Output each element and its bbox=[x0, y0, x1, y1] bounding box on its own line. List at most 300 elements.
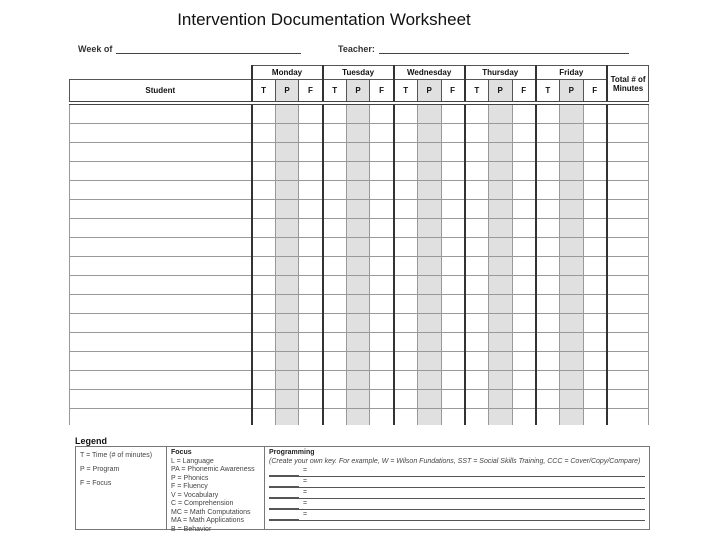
entry-cell[interactable] bbox=[583, 276, 607, 295]
entry-cell[interactable] bbox=[465, 314, 489, 333]
entry-cell[interactable] bbox=[417, 200, 441, 219]
entry-cell[interactable] bbox=[417, 295, 441, 314]
entry-cell[interactable] bbox=[512, 181, 536, 200]
total-cell[interactable] bbox=[607, 162, 649, 181]
entry-cell[interactable] bbox=[559, 238, 583, 257]
entry-cell[interactable] bbox=[559, 103, 583, 124]
entry-cell[interactable] bbox=[512, 314, 536, 333]
entry-cell[interactable] bbox=[536, 143, 560, 162]
entry-cell[interactable] bbox=[559, 162, 583, 181]
legend-box bbox=[75, 446, 650, 533]
entry-cell[interactable] bbox=[370, 219, 394, 238]
entry-cell[interactable] bbox=[465, 219, 489, 238]
entry-cell[interactable] bbox=[559, 333, 583, 352]
entry-cell[interactable] bbox=[488, 238, 512, 257]
entry-cell[interactable] bbox=[394, 124, 418, 143]
entry-cell[interactable] bbox=[394, 352, 418, 371]
entry-cell[interactable] bbox=[275, 200, 299, 219]
entry-cell[interactable] bbox=[275, 143, 299, 162]
entry-cell[interactable] bbox=[417, 181, 441, 200]
entry-cell[interactable] bbox=[323, 219, 347, 238]
entry-cell[interactable] bbox=[275, 352, 299, 371]
entry-cell[interactable] bbox=[275, 390, 299, 409]
table-row bbox=[70, 124, 649, 143]
entry-cell[interactable] bbox=[252, 124, 276, 143]
entry-cell[interactable] bbox=[346, 333, 370, 352]
student-cell[interactable] bbox=[70, 371, 252, 390]
entry-cell[interactable] bbox=[299, 314, 323, 333]
entry-cell[interactable] bbox=[536, 219, 560, 238]
total-cell[interactable] bbox=[607, 200, 649, 219]
entry-cell[interactable] bbox=[536, 352, 560, 371]
entry-cell[interactable] bbox=[252, 238, 276, 257]
entry-cell[interactable] bbox=[417, 103, 441, 124]
entry-cell[interactable] bbox=[346, 181, 370, 200]
entry-cell[interactable] bbox=[441, 103, 465, 124]
entry-cell[interactable] bbox=[323, 390, 347, 409]
entry-cell[interactable] bbox=[512, 219, 536, 238]
entry-cell[interactable] bbox=[252, 371, 276, 390]
entry-cell[interactable] bbox=[536, 257, 560, 276]
total-cell[interactable] bbox=[607, 295, 649, 314]
entry-cell[interactable] bbox=[370, 124, 394, 143]
entry-cell[interactable] bbox=[370, 333, 394, 352]
day-header: Wednesday bbox=[394, 66, 465, 80]
entry-cell[interactable] bbox=[323, 200, 347, 219]
student-cell[interactable] bbox=[70, 181, 252, 200]
entry-cell[interactable] bbox=[346, 219, 370, 238]
total-cell[interactable] bbox=[607, 390, 649, 409]
entry-cell[interactable] bbox=[252, 333, 276, 352]
entry-cell[interactable] bbox=[323, 143, 347, 162]
entry-cell[interactable] bbox=[252, 200, 276, 219]
entry-cell[interactable] bbox=[299, 162, 323, 181]
entry-cell[interactable] bbox=[299, 238, 323, 257]
subcolumn-header: P bbox=[346, 80, 370, 104]
entry-cell[interactable] bbox=[583, 219, 607, 238]
entry-cell[interactable] bbox=[536, 238, 560, 257]
entry-cell[interactable] bbox=[441, 352, 465, 371]
entry-cell[interactable] bbox=[299, 333, 323, 352]
entry-cell[interactable] bbox=[346, 124, 370, 143]
entry-cell[interactable] bbox=[370, 352, 394, 371]
entry-cell[interactable] bbox=[559, 352, 583, 371]
entry-cell[interactable] bbox=[465, 162, 489, 181]
focus-item: F = Fluency bbox=[171, 483, 208, 490]
total-cell[interactable] bbox=[607, 257, 649, 276]
entry-cell[interactable] bbox=[536, 390, 560, 409]
entry-cell[interactable] bbox=[370, 200, 394, 219]
entry-cell[interactable] bbox=[417, 371, 441, 390]
week-of-field[interactable] bbox=[78, 44, 301, 54]
entry-cell[interactable] bbox=[583, 295, 607, 314]
entry-cell[interactable] bbox=[536, 103, 560, 124]
entry-cell[interactable] bbox=[488, 333, 512, 352]
entry-cell[interactable] bbox=[441, 238, 465, 257]
programming-note: (Create your own key. For example, W = Wilson Fundations, SST = Social Skills Training, CCC = Cover/Copy/Compare) bbox=[269, 457, 641, 465]
entry-cell[interactable] bbox=[488, 124, 512, 143]
entry-cell[interactable] bbox=[441, 162, 465, 181]
entry-cell[interactable] bbox=[559, 276, 583, 295]
total-cell[interactable] bbox=[607, 333, 649, 352]
entry-cell[interactable] bbox=[512, 276, 536, 295]
subcolumn-header: T bbox=[536, 80, 560, 104]
entry-cell[interactable] bbox=[323, 181, 347, 200]
entry-cell[interactable] bbox=[583, 314, 607, 333]
entry-cell[interactable] bbox=[370, 371, 394, 390]
entry-cell[interactable] bbox=[394, 295, 418, 314]
entry-cell[interactable] bbox=[512, 162, 536, 181]
entry-cell[interactable] bbox=[346, 371, 370, 390]
entry-cell[interactable] bbox=[465, 181, 489, 200]
total-cell[interactable] bbox=[607, 143, 649, 162]
entry-cell[interactable] bbox=[299, 181, 323, 200]
entry-cell[interactable] bbox=[370, 143, 394, 162]
entry-cell[interactable] bbox=[346, 162, 370, 181]
entry-cell[interactable] bbox=[488, 276, 512, 295]
entry-cell[interactable] bbox=[536, 276, 560, 295]
programming-key-line[interactable] bbox=[269, 489, 645, 499]
entry-cell[interactable] bbox=[323, 124, 347, 143]
entry-cell[interactable] bbox=[417, 162, 441, 181]
entry-cell[interactable] bbox=[465, 352, 489, 371]
entry-cell[interactable] bbox=[465, 143, 489, 162]
entry-cell[interactable] bbox=[299, 200, 323, 219]
entry-cell[interactable] bbox=[536, 162, 560, 181]
total-cell[interactable] bbox=[607, 219, 649, 238]
entry-cell[interactable] bbox=[252, 219, 276, 238]
entry-cell[interactable] bbox=[417, 238, 441, 257]
total-cell[interactable] bbox=[607, 352, 649, 371]
entry-cell[interactable] bbox=[465, 371, 489, 390]
entry-cell[interactable] bbox=[441, 257, 465, 276]
programming-key-line[interactable] bbox=[269, 478, 645, 488]
entry-cell[interactable] bbox=[583, 371, 607, 390]
entry-cell[interactable] bbox=[394, 219, 418, 238]
entry-cell[interactable] bbox=[417, 219, 441, 238]
entry-cell[interactable] bbox=[275, 314, 299, 333]
entry-cell[interactable] bbox=[488, 257, 512, 276]
entry-cell[interactable] bbox=[323, 295, 347, 314]
entry-cell[interactable] bbox=[488, 314, 512, 333]
entry-cell[interactable] bbox=[370, 276, 394, 295]
entry-cell[interactable] bbox=[275, 219, 299, 238]
entry-cell[interactable] bbox=[583, 352, 607, 371]
entry-cell[interactable] bbox=[417, 314, 441, 333]
entry-cell[interactable] bbox=[583, 181, 607, 200]
total-cell[interactable] bbox=[607, 124, 649, 143]
table-row bbox=[70, 257, 649, 276]
entry-cell[interactable] bbox=[346, 103, 370, 124]
entry-cell[interactable] bbox=[252, 314, 276, 333]
entry-cell[interactable] bbox=[441, 219, 465, 238]
entry-cell[interactable] bbox=[299, 103, 323, 124]
entry-cell[interactable] bbox=[512, 333, 536, 352]
student-cell[interactable] bbox=[70, 143, 252, 162]
entry-cell[interactable] bbox=[252, 143, 276, 162]
entry-cell[interactable] bbox=[323, 314, 347, 333]
entry-cell[interactable] bbox=[370, 257, 394, 276]
programming-key-line[interactable] bbox=[269, 500, 645, 510]
entry-cell[interactable] bbox=[512, 103, 536, 124]
entry-cell[interactable] bbox=[346, 276, 370, 295]
entry-cell[interactable] bbox=[583, 124, 607, 143]
entry-cell[interactable] bbox=[299, 371, 323, 390]
entry-cell[interactable] bbox=[536, 200, 560, 219]
entry-cell[interactable] bbox=[559, 124, 583, 143]
entry-cell[interactable] bbox=[512, 200, 536, 219]
entry-cell[interactable] bbox=[346, 238, 370, 257]
student-cell[interactable] bbox=[70, 124, 252, 143]
entry-cell[interactable] bbox=[536, 295, 560, 314]
student-cell[interactable] bbox=[70, 314, 252, 333]
entry-cell[interactable] bbox=[441, 295, 465, 314]
entry-cell[interactable] bbox=[488, 219, 512, 238]
entry-cell[interactable] bbox=[275, 257, 299, 276]
entry-cell[interactable] bbox=[394, 162, 418, 181]
entry-cell[interactable] bbox=[417, 390, 441, 409]
entry-cell[interactable] bbox=[394, 333, 418, 352]
entry-cell[interactable] bbox=[465, 390, 489, 409]
entry-cell[interactable] bbox=[394, 314, 418, 333]
entry-cell[interactable] bbox=[299, 276, 323, 295]
entry-cell[interactable] bbox=[465, 238, 489, 257]
entry-cell[interactable] bbox=[465, 295, 489, 314]
student-cell[interactable] bbox=[70, 390, 252, 409]
entry-cell[interactable] bbox=[441, 276, 465, 295]
table-row bbox=[70, 200, 649, 219]
entry-cell[interactable] bbox=[583, 162, 607, 181]
entry-cell[interactable] bbox=[252, 276, 276, 295]
entry-cell[interactable] bbox=[583, 390, 607, 409]
student-cell[interactable] bbox=[70, 103, 252, 124]
entry-cell[interactable] bbox=[252, 257, 276, 276]
entry-cell[interactable] bbox=[583, 257, 607, 276]
entry-cell[interactable] bbox=[323, 162, 347, 181]
total-cell[interactable] bbox=[607, 371, 649, 390]
entry-cell[interactable] bbox=[275, 238, 299, 257]
entry-cell[interactable] bbox=[512, 124, 536, 143]
table-row bbox=[70, 162, 649, 181]
entry-cell[interactable] bbox=[559, 200, 583, 219]
total-cell[interactable] bbox=[607, 276, 649, 295]
entry-cell[interactable] bbox=[559, 295, 583, 314]
entry-cell[interactable] bbox=[417, 143, 441, 162]
entry-cell[interactable] bbox=[536, 333, 560, 352]
entry-cell[interactable] bbox=[323, 103, 347, 124]
entry-cell[interactable] bbox=[323, 238, 347, 257]
entry-cell[interactable] bbox=[323, 276, 347, 295]
entry-cell[interactable] bbox=[512, 143, 536, 162]
entry-cell[interactable] bbox=[441, 333, 465, 352]
student-cell[interactable] bbox=[70, 162, 252, 181]
entry-cell[interactable] bbox=[275, 295, 299, 314]
entry-cell[interactable] bbox=[417, 333, 441, 352]
entry-cell[interactable] bbox=[346, 352, 370, 371]
entry-cell[interactable] bbox=[299, 124, 323, 143]
entry-cell[interactable] bbox=[583, 103, 607, 124]
day-header: Monday bbox=[252, 66, 323, 80]
entry-cell[interactable] bbox=[441, 371, 465, 390]
entry-cell[interactable] bbox=[275, 162, 299, 181]
entry-cell[interactable] bbox=[346, 143, 370, 162]
entry-cell[interactable] bbox=[417, 124, 441, 143]
entry-cell[interactable] bbox=[465, 124, 489, 143]
student-cell[interactable] bbox=[70, 219, 252, 238]
entry-cell[interactable] bbox=[346, 314, 370, 333]
student-header: Student bbox=[70, 80, 252, 104]
entry-cell[interactable] bbox=[323, 333, 347, 352]
entry-cell[interactable] bbox=[323, 352, 347, 371]
entry-cell[interactable] bbox=[299, 219, 323, 238]
entry-cell[interactable] bbox=[559, 390, 583, 409]
entry-cell[interactable] bbox=[536, 181, 560, 200]
entry-cell[interactable] bbox=[441, 124, 465, 143]
entry-cell[interactable] bbox=[370, 314, 394, 333]
student-cell[interactable] bbox=[70, 238, 252, 257]
entry-cell[interactable] bbox=[441, 181, 465, 200]
entry-cell[interactable] bbox=[465, 257, 489, 276]
entry-cell[interactable] bbox=[252, 295, 276, 314]
entry-cell[interactable] bbox=[323, 371, 347, 390]
entry-cell[interactable] bbox=[559, 219, 583, 238]
entry-cell[interactable] bbox=[299, 352, 323, 371]
legend-code: P = Program bbox=[80, 466, 120, 473]
entry-cell[interactable] bbox=[441, 200, 465, 219]
entry-cell[interactable] bbox=[417, 276, 441, 295]
entry-cell[interactable] bbox=[536, 371, 560, 390]
equals-sign: = bbox=[303, 478, 308, 485]
entry-cell[interactable] bbox=[583, 143, 607, 162]
day-header: Thursday bbox=[465, 66, 536, 80]
entry-cell[interactable] bbox=[275, 124, 299, 143]
entry-cell[interactable] bbox=[488, 371, 512, 390]
total-cell[interactable] bbox=[607, 238, 649, 257]
entry-cell[interactable] bbox=[275, 276, 299, 295]
entry-cell[interactable] bbox=[583, 333, 607, 352]
entry-cell[interactable] bbox=[252, 352, 276, 371]
entry-cell[interactable] bbox=[465, 200, 489, 219]
entry-cell[interactable] bbox=[370, 295, 394, 314]
entry-cell[interactable] bbox=[417, 257, 441, 276]
programming-key-line[interactable] bbox=[269, 511, 645, 521]
entry-cell[interactable] bbox=[583, 238, 607, 257]
entry-cell[interactable] bbox=[370, 103, 394, 124]
total-cell[interactable] bbox=[607, 103, 649, 124]
entry-cell[interactable] bbox=[488, 181, 512, 200]
entry-cell[interactable] bbox=[559, 181, 583, 200]
student-cell[interactable] bbox=[70, 276, 252, 295]
total-cell[interactable] bbox=[607, 314, 649, 333]
student-cell[interactable] bbox=[70, 257, 252, 276]
entry-cell[interactable] bbox=[394, 143, 418, 162]
entry-cell[interactable] bbox=[512, 371, 536, 390]
focus-item: PA = Phonemic Awareness bbox=[171, 466, 255, 473]
subcolumn-header: F bbox=[370, 80, 394, 104]
total-cell[interactable] bbox=[607, 181, 649, 200]
entry-cell[interactable] bbox=[394, 181, 418, 200]
entry-cell[interactable] bbox=[299, 257, 323, 276]
entry-cell[interactable] bbox=[488, 295, 512, 314]
programming-key-line[interactable] bbox=[269, 467, 645, 477]
entry-cell[interactable] bbox=[488, 352, 512, 371]
student-cell[interactable] bbox=[70, 352, 252, 371]
entry-cell[interactable] bbox=[275, 333, 299, 352]
student-cell[interactable] bbox=[70, 295, 252, 314]
focus-item: P = Phonics bbox=[171, 474, 209, 482]
entry-cell[interactable] bbox=[370, 181, 394, 200]
entry-cell[interactable] bbox=[394, 200, 418, 219]
student-cell[interactable] bbox=[70, 200, 252, 219]
entry-cell[interactable] bbox=[559, 371, 583, 390]
entry-cell[interactable] bbox=[275, 371, 299, 390]
entry-cell[interactable] bbox=[488, 162, 512, 181]
entry-cell[interactable] bbox=[559, 314, 583, 333]
entry-cell[interactable] bbox=[252, 162, 276, 181]
entry-cell[interactable] bbox=[346, 295, 370, 314]
entry-cell[interactable] bbox=[346, 257, 370, 276]
entry-cell[interactable] bbox=[370, 390, 394, 409]
entry-cell[interactable] bbox=[488, 103, 512, 124]
entry-cell[interactable] bbox=[299, 295, 323, 314]
entry-cell[interactable] bbox=[512, 352, 536, 371]
entry-cell[interactable] bbox=[512, 257, 536, 276]
entry-cell[interactable] bbox=[394, 238, 418, 257]
entry-cell[interactable] bbox=[536, 124, 560, 143]
entry-cell[interactable] bbox=[465, 333, 489, 352]
student-cell[interactable] bbox=[70, 333, 252, 352]
entry-cell[interactable] bbox=[536, 314, 560, 333]
subcolumn-header: F bbox=[299, 80, 323, 104]
entry-cell[interactable] bbox=[465, 276, 489, 295]
entry-cell[interactable] bbox=[441, 143, 465, 162]
entry-cell[interactable] bbox=[512, 390, 536, 409]
entry-cell[interactable] bbox=[252, 103, 276, 124]
entry-cell[interactable] bbox=[465, 103, 489, 124]
entry-cell[interactable] bbox=[394, 390, 418, 409]
entry-cell[interactable] bbox=[488, 200, 512, 219]
entry-cell[interactable] bbox=[275, 103, 299, 124]
entry-cell[interactable] bbox=[488, 143, 512, 162]
entry-cell[interactable] bbox=[394, 371, 418, 390]
entry-cell[interactable] bbox=[299, 390, 323, 409]
teacher-field[interactable] bbox=[338, 44, 629, 54]
entry-cell[interactable] bbox=[512, 295, 536, 314]
entry-cell[interactable] bbox=[394, 257, 418, 276]
entry-cell[interactable] bbox=[512, 238, 536, 257]
entry-cell[interactable] bbox=[346, 390, 370, 409]
table-row bbox=[70, 103, 649, 124]
entry-cell[interactable] bbox=[275, 181, 299, 200]
entry-cell[interactable] bbox=[488, 390, 512, 409]
entry-cell[interactable] bbox=[559, 257, 583, 276]
focus-item: C = Comprehension bbox=[171, 500, 234, 507]
entry-cell[interactable] bbox=[252, 390, 276, 409]
entry-cell[interactable] bbox=[417, 352, 441, 371]
entry-cell[interactable] bbox=[394, 276, 418, 295]
entry-cell[interactable] bbox=[346, 200, 370, 219]
entry-cell[interactable] bbox=[441, 390, 465, 409]
entry-cell[interactable] bbox=[394, 103, 418, 124]
entry-cell[interactable] bbox=[559, 143, 583, 162]
entry-cell[interactable] bbox=[441, 314, 465, 333]
entry-cell[interactable] bbox=[323, 257, 347, 276]
entry-cell[interactable] bbox=[252, 181, 276, 200]
entry-cell[interactable] bbox=[370, 162, 394, 181]
entry-cell[interactable] bbox=[583, 200, 607, 219]
entry-cell[interactable] bbox=[299, 143, 323, 162]
entry-cell[interactable] bbox=[370, 238, 394, 257]
